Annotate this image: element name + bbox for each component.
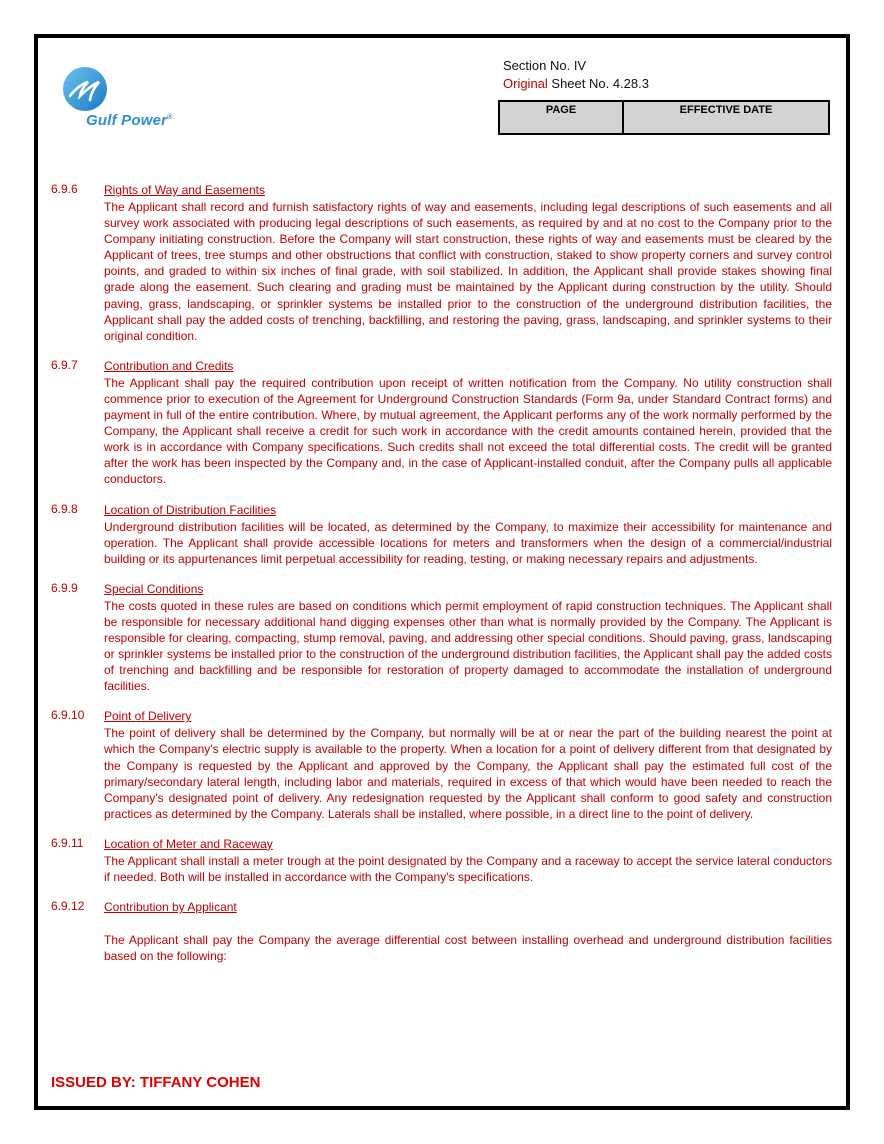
tariff-content <box>51 181 832 977</box>
section-number-label: 6.9.12 <box>51 899 85 914</box>
section-text: The Applicant shall record and furnish satisfactory rights of way and easements, including legal descriptions of such easements and all survey work associated with producing legal descriptions of such easements, as required by and at no cost to the Company prior to the Company initiating construction. Before the Company will start construction, these rights of way and easements must be cleared by the Applicant of trees, tree stumps and other obstructions that conflict with construction, staked to show property corners and survey control points, and graded to within six inches of final grade, with soil stabilized. In addition, the Applicant shall provide stakes showing final grade along the easement. Such clearing and grading must be maintained by the Applicant during construction by the utility. Should paving, grass, landscaping, or sprinkler systems be installed prior to the construction of the underground distribution facilities, the Applicant shall pay the added costs of trenching, backfilling, and restoring the paving, grass, landscaping, and sprinkler systems to their original condition. <box>104 200 832 343</box>
section-title: Contribution and Credits <box>104 358 234 373</box>
section-text: The Applicant shall pay the required contribution upon receipt of written notification from the Company. No utility construction shall commence prior to execution of the Agreement for Underground Construction Standards (Form 9a, under Standard Contract forms) and payment in full of the entire contribution. Where, by mutual agreement, the Applicant performs any of the work normally performed by the Company, the Applicant shall receive a credit for such work in accordance with the credit amounts contained herein, provided that the work is in accordance with Company specifications. Such credits shall not exceed the total differential costs. The credit will be granted after the work has been inspected by the Company and, in the case of Applicant-installed conduit, after the Company pulls all applicable conductors. <box>104 375 832 487</box>
section-number-label: 6.9.10 <box>51 708 85 723</box>
section-6-9-7 <box>51 357 832 488</box>
sheet-rest: Sheet No. 4.28.3 <box>547 76 649 91</box>
page-effective-date-table <box>498 100 830 135</box>
section-title: Special Conditions <box>104 581 204 596</box>
section-6-9-8 <box>51 501 832 567</box>
sheet-prefix: Original <box>503 76 548 91</box>
gulf-power-logo <box>62 66 212 136</box>
section-number-label: 6.9.8 <box>51 501 78 516</box>
gulf-power-logo-icon <box>62 66 108 112</box>
section-6-9-6 <box>51 181 832 344</box>
section-text: The costs quoted in these rules are based on conditions which permit employment of rapid construction techniques. The Applicant shall be responsible for necessary additional hand digging expenses other than what is normally provided by the Company. The Applicant is responsible for clearing, compacting, stump removal, paving, and addressing other special conditions. Should paving, grass, landscaping or sprinkler systems be installed prior to the construction of the underground distribution facilities, the Applicant shall pay the added costs of trenching and backfilling and be responsible for restoration of property damaged to accommodate the installation of underground facilities. <box>104 598 832 694</box>
section-title: Location of Meter and Raceway <box>104 836 273 851</box>
section-text: The Applicant shall install a meter trough at the point designated by the Company and a raceway to accept the service lateral conductors if needed. Both will be installed in accordance with the Company's specifications. <box>104 853 832 884</box>
effective-date-column-header: EFFECTIVE DATE <box>679 104 773 116</box>
section-6-9-10 <box>51 707 832 822</box>
section-text: The Applicant shall pay the Company the average differential cost between installing overhead and underground distribution facilities based on the following: <box>104 933 832 964</box>
sheet-number <box>503 76 649 91</box>
section-number-label: 6.9.6 <box>51 182 78 196</box>
gulf-power-wordmark: Gulf Power® <box>86 112 173 129</box>
section-text: Underground distribution facilities will be located, as determined by the Company, to maximize their accessibility for maintenance and operation. The Applicant shall provide accessible locations for meters and transformers when the design of a commercial/industrial building or its appurtenances limit perpetual accessibility for reading, testing, or making necessary repairs and adjustments. <box>104 519 832 566</box>
section-number-label: 6.9.9 <box>51 580 78 595</box>
section-number-label: 6.9.11 <box>51 835 84 850</box>
section-title: Rights of Way and Easements <box>104 183 265 197</box>
section-number-label: 6.9.7 <box>51 357 78 372</box>
issued-by: ISSUED BY: TIFFANY COHEN <box>51 1074 261 1091</box>
section-6-9-11 <box>51 835 832 885</box>
section-title: Contribution by Applicant <box>104 900 237 915</box>
section-title: Location of Distribution Facilities <box>104 502 277 517</box>
page-column-header: PAGE <box>500 102 624 133</box>
section-6-9-12 <box>51 898 832 964</box>
section-title: Point of Delivery <box>104 709 192 724</box>
section-number: Section No. IV <box>503 58 587 73</box>
section-6-9-9 <box>51 580 832 695</box>
section-text: The point of delivery shall be determined by the Company, but normally will be at or near the part of the building nearest the point at which the Company's electric supply is available to the property. When a location for a point of delivery different from that designated by the Company is requested by the Applicant and approved by the Company, the Applicant shall pay the estimated full cost of the primary/secondary lateral length, including labor and materials, required in excess of that which would have been needed to reach the Company's designated point of delivery. Any redesignation requested by the Applicant shall conform to good safety and construction practices as determined by the Company. Laterals shall be installed, where possible, in a direct line to the point of delivery. <box>104 726 832 821</box>
